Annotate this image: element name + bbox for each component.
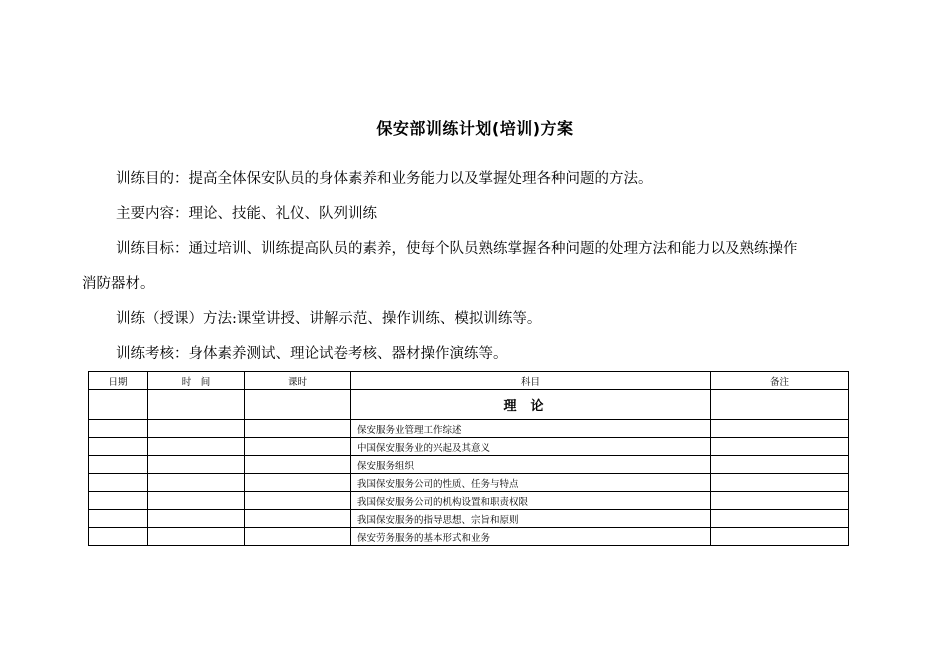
table-row [89,492,849,510]
subject-cell: 保安服务组织 [351,456,711,474]
table-row [89,456,849,474]
paragraph-content: 主要内容：理论、技能、礼仪、队列训练 [116,206,377,222]
table-row-section [89,390,849,420]
document-title: 保安部训练计划(培训)方案 [376,119,574,138]
table-row [89,438,849,456]
subject-cell: 保安服务业管理工作综述 [351,420,711,438]
header-subject: 科目 [351,372,711,390]
subject-cell: 我国保安服务的指导思想、宗旨和原则 [351,510,711,528]
paragraph-purpose: 训练目的：提高全体保安队员的身体素养和业务能力以及掌握处理各种问题的方法。 [116,171,653,187]
table-row [89,474,849,492]
paragraph-method: 训练（授课）方法:课堂讲授、讲解示范、操作训练、模拟训练等。 [116,311,542,327]
header-date: 日期 [89,372,148,390]
subject-cell: 保安劳务服务的基本形式和业务 [351,528,711,546]
table-row [89,420,849,438]
subject-cell: 我国保安服务公司的机构设置和职责权限 [351,492,711,510]
paragraph-assessment: 训练考核：身体素养测试、理论试卷考核、器材操作演练等。 [116,346,508,362]
table-row [89,528,849,546]
subject-cell: 我国保安服务公司的性质、任务与特点 [351,474,711,492]
paragraph-goal-continued: 消防器材。 [82,276,155,292]
subject-cell: 中国保安服务业的兴起及其意义 [351,438,711,456]
header-hours: 课时 [245,372,351,390]
table-header-row [89,372,849,390]
section-label: 理论 [351,390,711,420]
table-row [89,510,849,528]
header-time: 时 间 [148,372,245,390]
header-remarks: 备注 [711,372,849,390]
training-schedule-table [88,371,849,546]
paragraph-goal: 训练目标：通过培训、训练提高队员的素养，使每个队员熟练掌握各种问题的处理方法和能力以及熟练操作 [116,241,798,257]
